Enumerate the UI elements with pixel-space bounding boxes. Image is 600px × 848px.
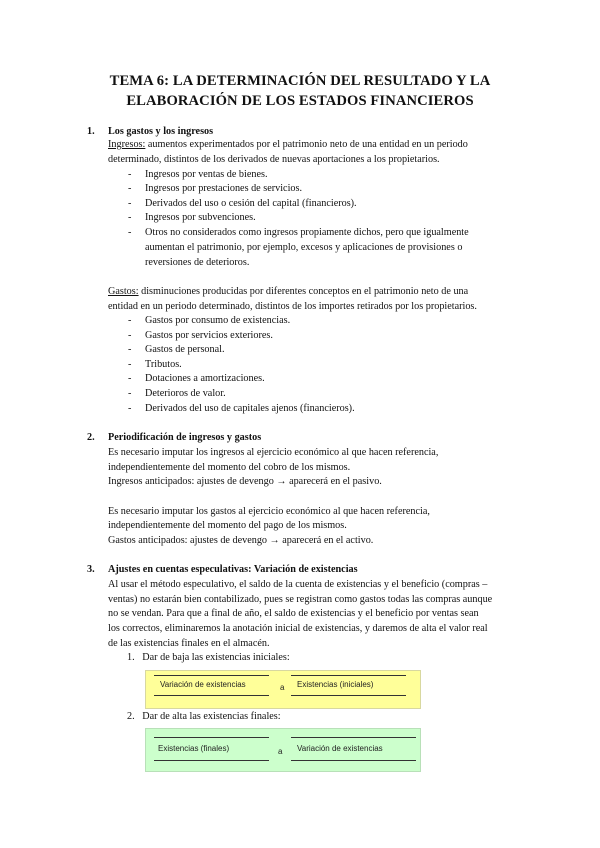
paragraph-line: Ingresos anticipados: ajustes de devengo → aparecerá en el pasivo. (108, 476, 382, 487)
list-item: Deterioros de valor. (145, 388, 226, 399)
bullet-dash: - (128, 359, 132, 370)
list-item: Gastos por consumo de existencias. (145, 315, 291, 326)
bullet-dash: - (128, 403, 132, 414)
bullet-dash: - (128, 212, 132, 223)
bullet-dash: - (128, 169, 132, 180)
list-item: Dotaciones a amortizaciones. (145, 373, 265, 384)
ingresos-definition-2: determinado, distintos de los derivados de nuevas aportaciones a los propietarios. (108, 154, 440, 165)
paragraph-line: Es necesario imputar los ingresos al ejercicio económico al que hacen referencia, (108, 447, 439, 458)
list-item: Gastos por servicios exteriores. (145, 330, 273, 341)
step-1-label: 1. Dar de baja las existencias iniciales: (127, 652, 290, 663)
page-title-line-2: ELABORACIÓN DE LOS ESTADOS FINANCIEROS (126, 93, 474, 109)
debit-account: Variación de existencias (160, 680, 246, 689)
page-title-line-1: TEMA 6: LA DETERMINACIÓN DEL RESULTADO Y LA (109, 73, 491, 89)
ingresos-term: Ingresos: (108, 139, 146, 150)
rule-line (154, 737, 269, 738)
section-1-heading: Los gastos y los ingresos (108, 126, 214, 137)
rule-line (291, 675, 406, 676)
paragraph-line: ventas) no estarán bien contabilizado, pues se registran como gastos todas las compras aunque (108, 594, 493, 605)
section-3-heading: Ajustes en cuentas especulativas: Variación de existencias (108, 564, 358, 575)
paragraph-line: de las existencias finales en el almacén. (108, 638, 270, 649)
section-2-heading: Periodificación de ingresos y gastos (108, 432, 262, 443)
rule-line (291, 760, 416, 761)
section-1-number: 1. (87, 126, 95, 137)
list-item: Gastos de personal. (145, 344, 225, 355)
bullet-dash: - (128, 198, 132, 209)
bullet-dash: - (128, 344, 132, 355)
gastos-definition-2: entidad en un periodo determinado, distintos de los importes retirados por los propietarios. (108, 301, 477, 312)
list-item-continued: aumentan el patrimonio, por ejemplo, excesos y aplicaciones de provisiones o (145, 242, 463, 253)
journal-entry-box-1 (145, 670, 421, 709)
bullet-dash: - (128, 373, 132, 384)
bullet-dash: - (128, 183, 132, 194)
rule-line (291, 737, 416, 738)
gastos-term: Gastos: (108, 286, 139, 297)
list-item: Derivados del uso o cesión del capital (financieros). (145, 198, 357, 209)
bullet-dash: - (128, 315, 132, 326)
section-2-number: 2. (87, 432, 95, 443)
debit-account: Existencias (finales) (158, 744, 230, 753)
paragraph-line: independientemente del momento del cobro de los mismos. (108, 462, 351, 473)
journal-entry-box-2 (145, 728, 421, 772)
list-item: Otros no considerados como ingresos propiamente dichos, pero que igualmente (145, 227, 469, 238)
rule-line (154, 675, 269, 676)
paragraph-line: Al usar el método especulativo, el saldo de la cuenta de existencias y el beneficio (compras – (108, 579, 488, 590)
gastos-definition-text: disminuciones producidas por diferentes conceptos en el patrimonio neto de una (138, 286, 469, 297)
list-item: Derivados del uso de capitales ajenos (financieros). (145, 403, 355, 414)
bullet-dash: - (128, 388, 132, 399)
entry-separator: a (278, 747, 283, 756)
list-item: Ingresos por prestaciones de servicios. (145, 183, 303, 194)
list-item: Ingresos por subvenciones. (145, 212, 256, 223)
bullet-dash: - (128, 227, 132, 238)
paragraph-line: no se vendan. Para que a final de año, el saldo de existencias y el beneficio por ventas sean (108, 608, 479, 619)
credit-account: Existencias (iniciales) (297, 680, 374, 689)
paragraph-line: Es necesario imputar los gastos al ejercicio económico al que hacen referencia, (108, 506, 430, 517)
list-item-continued: reversiones de deterioros. (145, 257, 250, 268)
rule-line (154, 760, 269, 761)
rule-line (154, 695, 269, 696)
rule-line (291, 695, 406, 696)
gastos-definition-1 (108, 286, 468, 297)
step-2-label: 2. Dar de alta las existencias finales: (127, 711, 281, 722)
paragraph-line: los correctos, eliminaremos la anotación inicial de existencias, y daremos de alta el valor real (108, 623, 488, 634)
entry-separator: a (280, 683, 285, 692)
ingresos-definition-text: aumentos experimentados por el patrimonio neto de una entidad en un periodo (145, 139, 468, 150)
paragraph-line: independientemente del momento del pago de los mismos. (108, 520, 347, 531)
credit-account: Variación de existencias (297, 744, 383, 753)
bullet-dash: - (128, 330, 132, 341)
paragraph-line: Gastos anticipados: ajustes de devengo → aparecerá en el activo. (108, 535, 374, 546)
section-3-number: 3. (87, 564, 95, 575)
list-item: Tributos. (145, 359, 182, 370)
ingresos-definition-1 (108, 139, 468, 150)
list-item: Ingresos por ventas de bienes. (145, 169, 268, 180)
